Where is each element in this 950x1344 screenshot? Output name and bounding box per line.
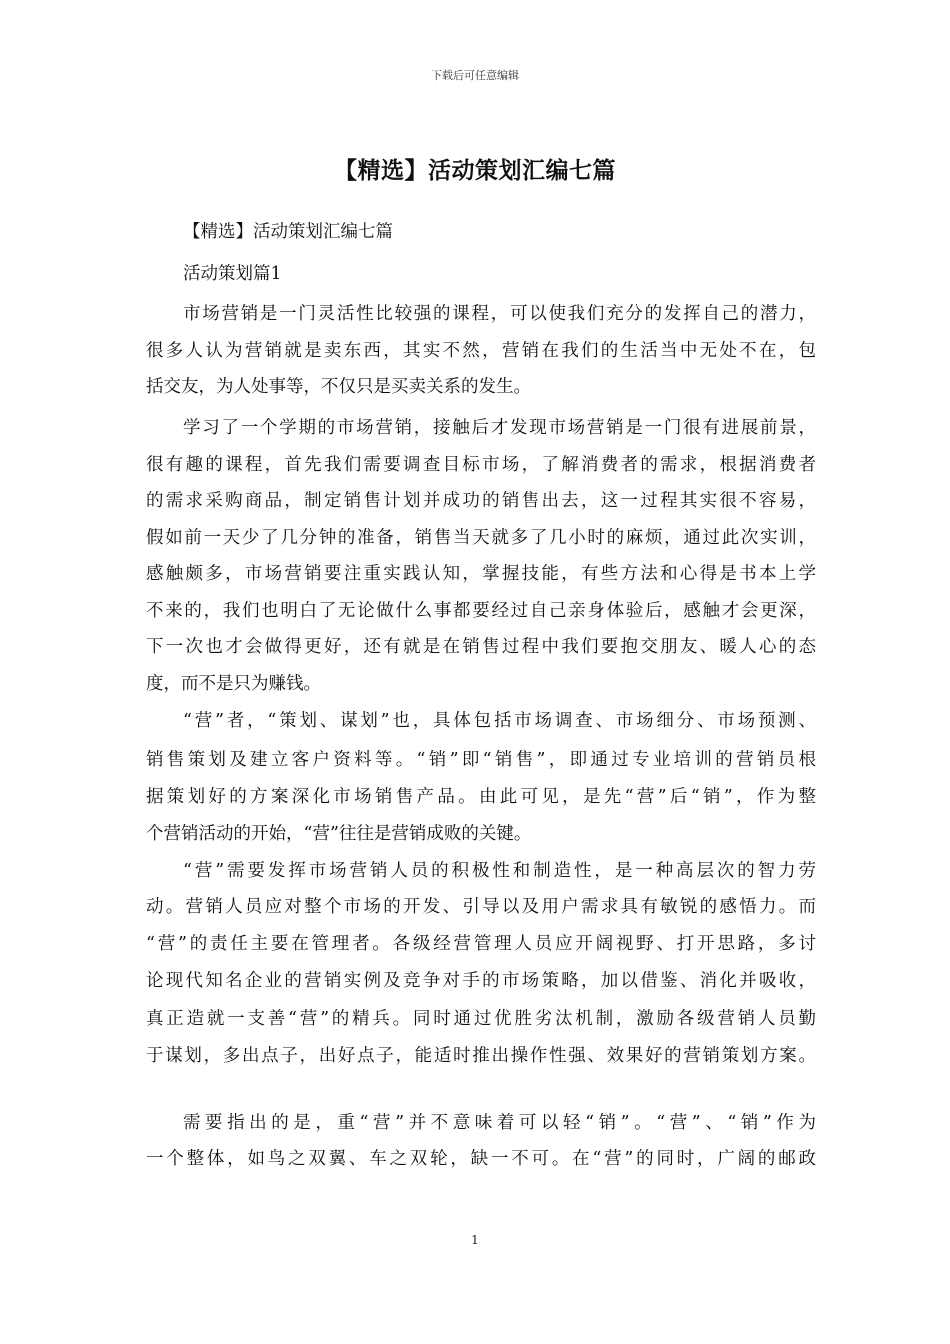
body-line: 不来的，我们也明白了无论做什么事都要经过自己亲身体验后，感触才会更深，	[146, 601, 818, 621]
body-line: 学习了一个学期的市场营销，接触后才发现市场营销是一门很有进展前景，	[183, 418, 818, 438]
body-line: 度，而不是只为赚钱。	[146, 674, 321, 694]
body-line: 据策划好的方案深化市场销售产品。由此可见，是先“营”后“销”，作为整	[146, 787, 820, 807]
body-line: 论现代知名企业的营销实例及竞争对手的市场策略，加以借鉴、消化并吸收，	[146, 971, 819, 991]
body-line: “营”者，“策划、谋划”也，具体包括市场调查、市场细分、市场预测、	[183, 711, 819, 731]
body-line: 于谋划，多出点子，出好点子，能适时推出操作性强、效果好的营销策划方案。	[146, 1046, 818, 1066]
page-header: 下载后可任意编辑	[431, 69, 519, 82]
page-number: 1	[471, 1233, 479, 1247]
body-line: 下一次也才会做得更好，还有就是在销售过程中我们要抱交朋友、暖人心的态	[146, 637, 819, 657]
body-line: 销售策划及建立客户资料等。“销”即“销售”，即通过专业培训的营销员根	[146, 750, 820, 770]
body-line: 很有趣的课程，首先我们需要调查目标市场，了解消费者的需求，根据消费者	[146, 455, 819, 475]
body-line: “营”需要发挥市场营销人员的积极性和制造性，是一种高层次的智力劳	[183, 861, 819, 881]
body-line: 的需求采购商品，制定销售计划并成功的销售出去，这一过程其实很不容易，	[146, 491, 819, 511]
body-line: 【精选】活动策划汇编七篇	[183, 222, 393, 242]
body-line: 活动策划篇1	[183, 264, 282, 284]
body-line: 真正造就一支善“营”的精兵。同时通过优胜劣汰机制，激励各级营销人员勤	[146, 1009, 819, 1029]
body-line: 假如前一天少了几分钟的准备，销售当天就多了几小时的麻烦，通过此次实训，	[146, 528, 818, 548]
body-line: 需要指出的是，重“营”并不意味着可以轻“销”。“营”、“销”作为	[183, 1113, 821, 1133]
body-line: 市场营销是一门灵活性比较强的课程，可以使我们充分的发挥自己的潜力，	[183, 304, 818, 324]
body-line: “营”的责任主要在管理者。各级经营管理人员应开阔视野、打开思路，多讨	[146, 934, 819, 954]
body-line: 感触颇多，市场营销要注重实践认知，掌握技能，有些方法和心得是书本上学	[146, 564, 819, 584]
body-line: 动。营销人员应对整个市场的开发、引导以及用户需求具有敏锐的感悟力。而	[146, 897, 819, 917]
body-line: 括交友，为人处事等，不仅只是买卖关系的发生。	[146, 377, 531, 397]
document-title: 【精选】活动策划汇编七篇	[334, 157, 616, 184]
body-line: 一个整体，如鸟之双翼、车之双轮，缺一不可。在“营”的同时，广阔的邮政	[146, 1149, 819, 1169]
body-line: 个营销活动的开始，“营”往往是营销成败的关键。	[146, 824, 532, 844]
body-line: 很多人认为营销就是卖东西，其实不然，营销在我们的生活当中无处不在，包	[146, 341, 819, 361]
